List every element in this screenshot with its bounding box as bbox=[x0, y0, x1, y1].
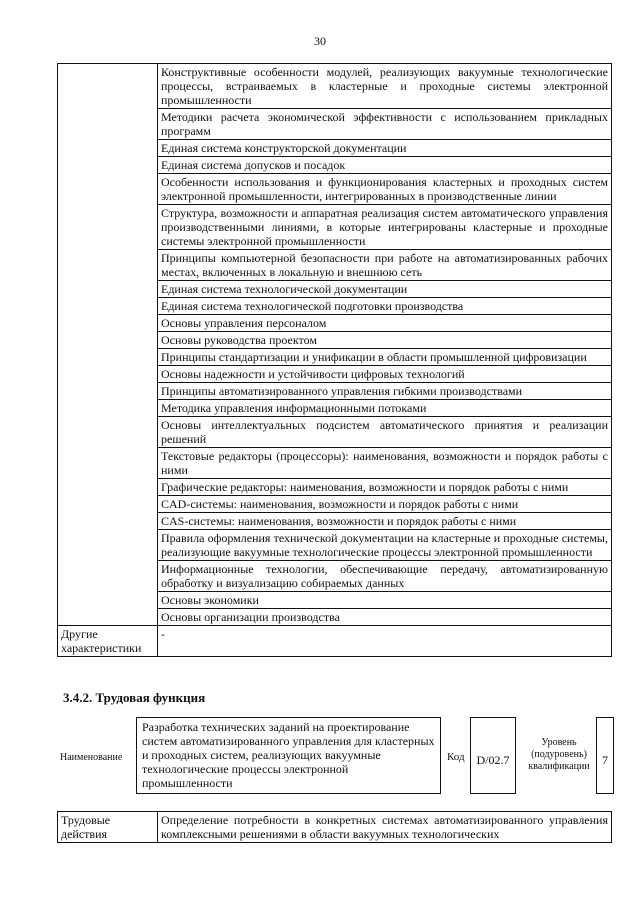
function-name-value: Разработка технических заданий на проектирование систем автоматизированного управления для кластерных и проходных систем, реализующих вакуумные технологические процессы электронной промышленности bbox=[136, 717, 441, 794]
knowledge-item: Единая система конструкторской документации bbox=[158, 140, 612, 157]
table-left-cell bbox=[58, 64, 158, 626]
table-row bbox=[58, 64, 612, 109]
knowledge-item: Принципы стандартизации и унификации в области промышленной цифровизации bbox=[158, 349, 612, 366]
knowledge-item: Основы интеллектуальных подсистем автоматического принятия и реализации решений bbox=[158, 417, 612, 448]
knowledge-item: CAS-системы: наименования, возможности и порядок работы с ними bbox=[158, 513, 612, 530]
knowledge-item: CAD-системы: наименования, возможности и порядок работы с ними bbox=[158, 496, 612, 513]
knowledge-item: Графические редакторы: наименования, возможности и порядок работы с ними bbox=[158, 479, 612, 496]
knowledge-item: Единая система технологической документации bbox=[158, 281, 612, 298]
labor-actions-text: Определение потребности в конкретных системах автоматизированного управления комплексными решениями в области вакуумных технологических bbox=[158, 812, 612, 843]
necessary-knowledge-table bbox=[57, 63, 612, 657]
knowledge-item: Информационные технологии, обеспечивающие передачу, автоматизированную обработку и визуализацию собираемых данных bbox=[158, 561, 612, 592]
knowledge-item: Единая система технологической подготовки производства bbox=[158, 298, 612, 315]
knowledge-item: Принципы автоматизированного управления гибкими производствами bbox=[158, 383, 612, 400]
knowledge-item: Основы руководства проектом bbox=[158, 332, 612, 349]
knowledge-item: Методики расчета экономической эффективности с использованием прикладных программ bbox=[158, 109, 612, 140]
other-characteristics-label: Другие характеристики bbox=[58, 626, 158, 657]
page-number: 30 bbox=[314, 34, 326, 48]
other-characteristics-value: - bbox=[158, 626, 612, 657]
labor-actions-table bbox=[57, 811, 612, 843]
knowledge-item: Особенности использования и функционирования кластерных и проходных систем электронной промышленности, интегрированных в производственные линии bbox=[158, 174, 612, 205]
knowledge-item: Текстовые редакторы (процессоры): наименования, возможности и порядок работы с ними bbox=[158, 448, 612, 479]
knowledge-item: Основы экономики bbox=[158, 592, 612, 609]
knowledge-item: Конструктивные особенности модулей, реализующих вакуумные технологические процессы, встраиваемых в кластерные и проходные системы электронной промышленности bbox=[158, 64, 612, 109]
knowledge-item: Принципы компьютерной безопасности при работе на автоматизированных рабочих местах, включенных в локальную и внешнюю сеть bbox=[158, 250, 612, 281]
code-value: D/02.7 bbox=[470, 717, 516, 794]
labor-actions-label: Трудовые действия bbox=[58, 812, 158, 843]
qualification-level-label: Уровень (подуровень) квалификации bbox=[528, 737, 590, 772]
knowledge-item: Основы надежности и устойчивости цифровых технологий bbox=[158, 366, 612, 383]
table-row bbox=[58, 812, 612, 843]
qualification-level-value: 7 bbox=[596, 717, 614, 794]
knowledge-item: Структура, возможности и аппаратная реализация систем автоматического управления производственными линиями, в которые интегрированы кластерные и проходные системы электронной промышленности bbox=[158, 205, 612, 250]
knowledge-item: Основы организации производства bbox=[158, 609, 612, 626]
knowledge-item: Правила оформления технической документации на кластерные и проходные системы, реализующие вакуумные технологические процессы электронной промышленности bbox=[158, 530, 612, 561]
section-heading: 3.4.2. Трудовая функция bbox=[63, 690, 206, 705]
table-row bbox=[58, 626, 612, 657]
code-label: Код bbox=[447, 751, 465, 763]
function-name-label: Наименование bbox=[60, 752, 123, 763]
knowledge-item: Методика управления информационными потоками bbox=[158, 400, 612, 417]
knowledge-item: Основы управления персоналом bbox=[158, 315, 612, 332]
knowledge-item: Единая система допусков и посадок bbox=[158, 157, 612, 174]
